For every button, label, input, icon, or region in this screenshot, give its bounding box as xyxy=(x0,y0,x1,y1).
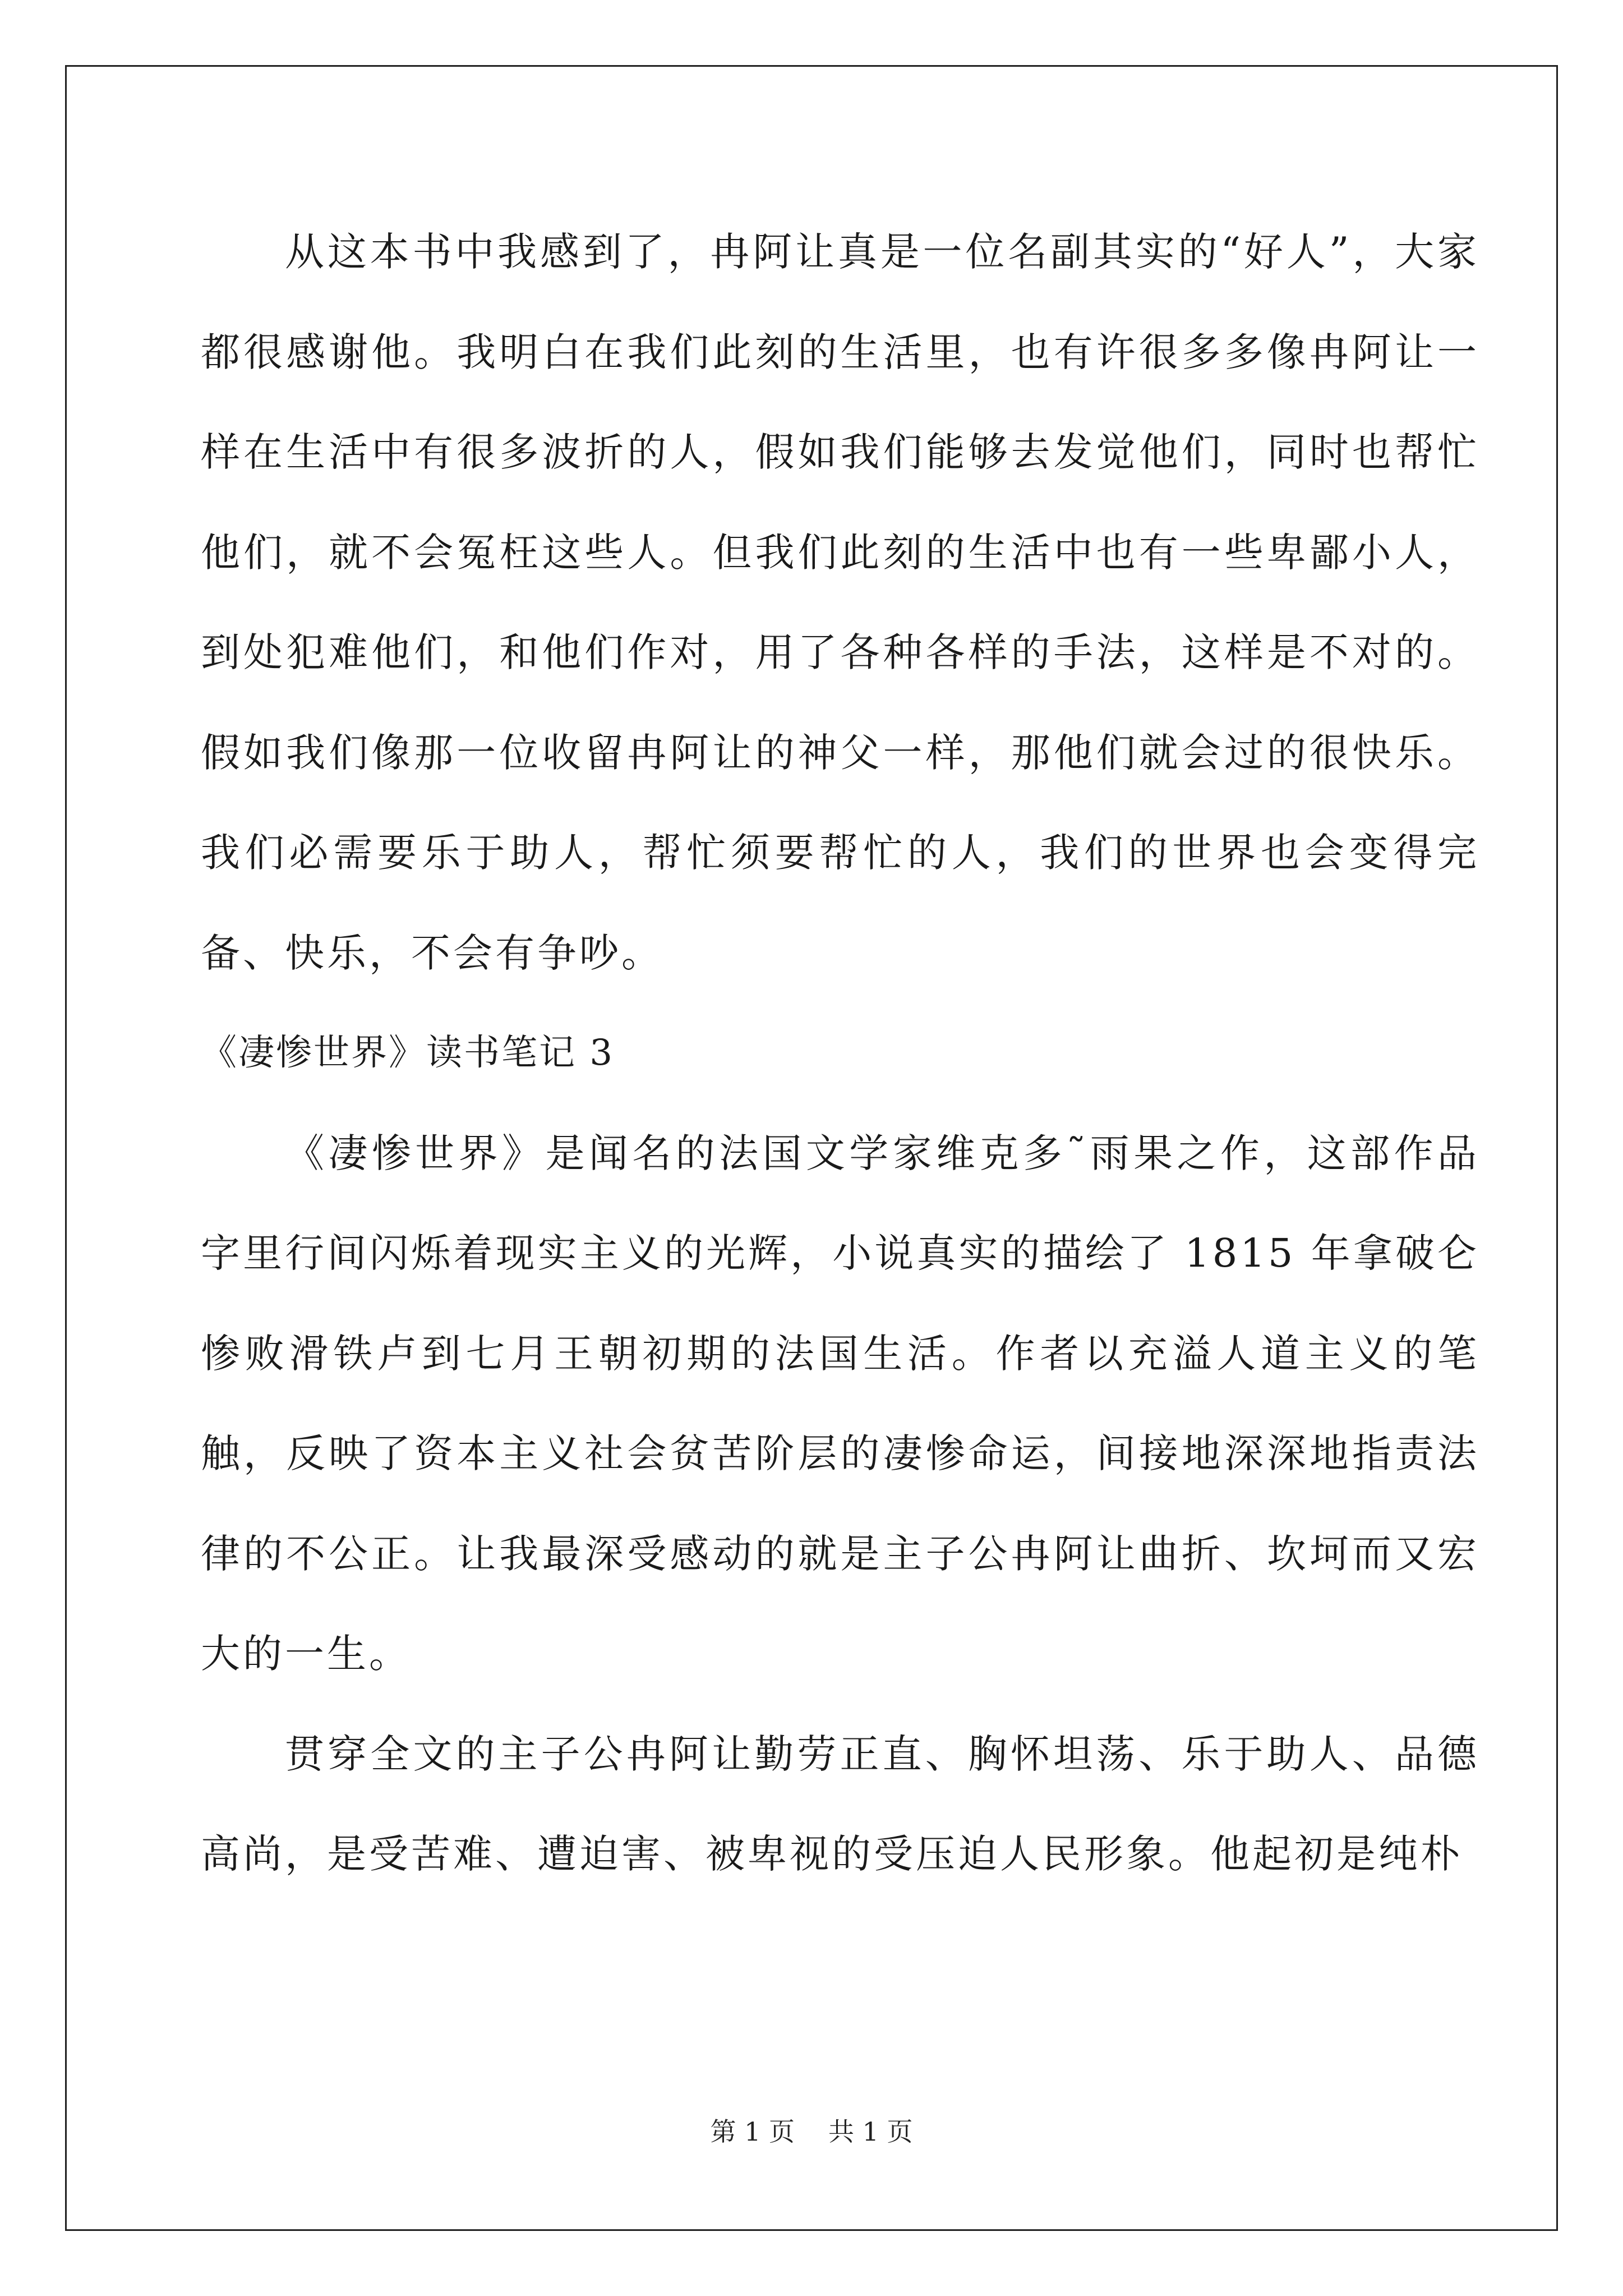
paragraph-2: 《凄惨世界》是闻名的法国文学家维克多˜雨果之作，这部作品字里行间闪烁着现实主义的光辉，小说真实的描绘了 1815 年拿破仑惨败滑铁卢到七月王朝初期的法国生活。作者以充溢人道主义的笔触，反映了资本主义社会贫苦阶层的凄惨命运，间接地深深地指责法律的不公正。让我最深受感动的就是主子公冉阿让曲折、坎坷而又宏大的一生。 xyxy=(201,1130,1479,1677)
page-total: 共 1 页 xyxy=(828,2116,913,2147)
paragraph-3: 贯穿全文的主子公冉阿让勤劳正直、胸怀坦荡、乐于助人、品德高尚，是受苦难、遭迫害、被卑视的受压迫人民形象。他起初是纯朴 xyxy=(201,1731,1479,1877)
document-body xyxy=(201,202,1479,1904)
page-number: 第 1 页 xyxy=(710,2116,795,2147)
page-footer xyxy=(0,2115,1623,2148)
paragraph-1: 从这本书中我感到了，冉阿让真是一位名副其实的“好人”，大家都很感谢他。我明白在我们此刻的生活里，也有许很多多像冉阿让一样在生活中有很多波折的人，假如我们能够去发觉他们，同时也帮忙他们，就不会冤枉这些人。但我们此刻的生活中也有一些卑鄙小人，到处犯难他们，和他们作对，用了各种各样的手法，这样是不对的。假如我们像那一位收留冉阿让的神父一样，那他们就会过的很快乐。我们必需要乐于助人，帮忙须要帮忙的人，我们的世界也会变得完备、快乐，不会有争吵。 xyxy=(201,229,1479,976)
section-title: 《凄惨世界》读书笔记 3 xyxy=(201,1032,615,1074)
